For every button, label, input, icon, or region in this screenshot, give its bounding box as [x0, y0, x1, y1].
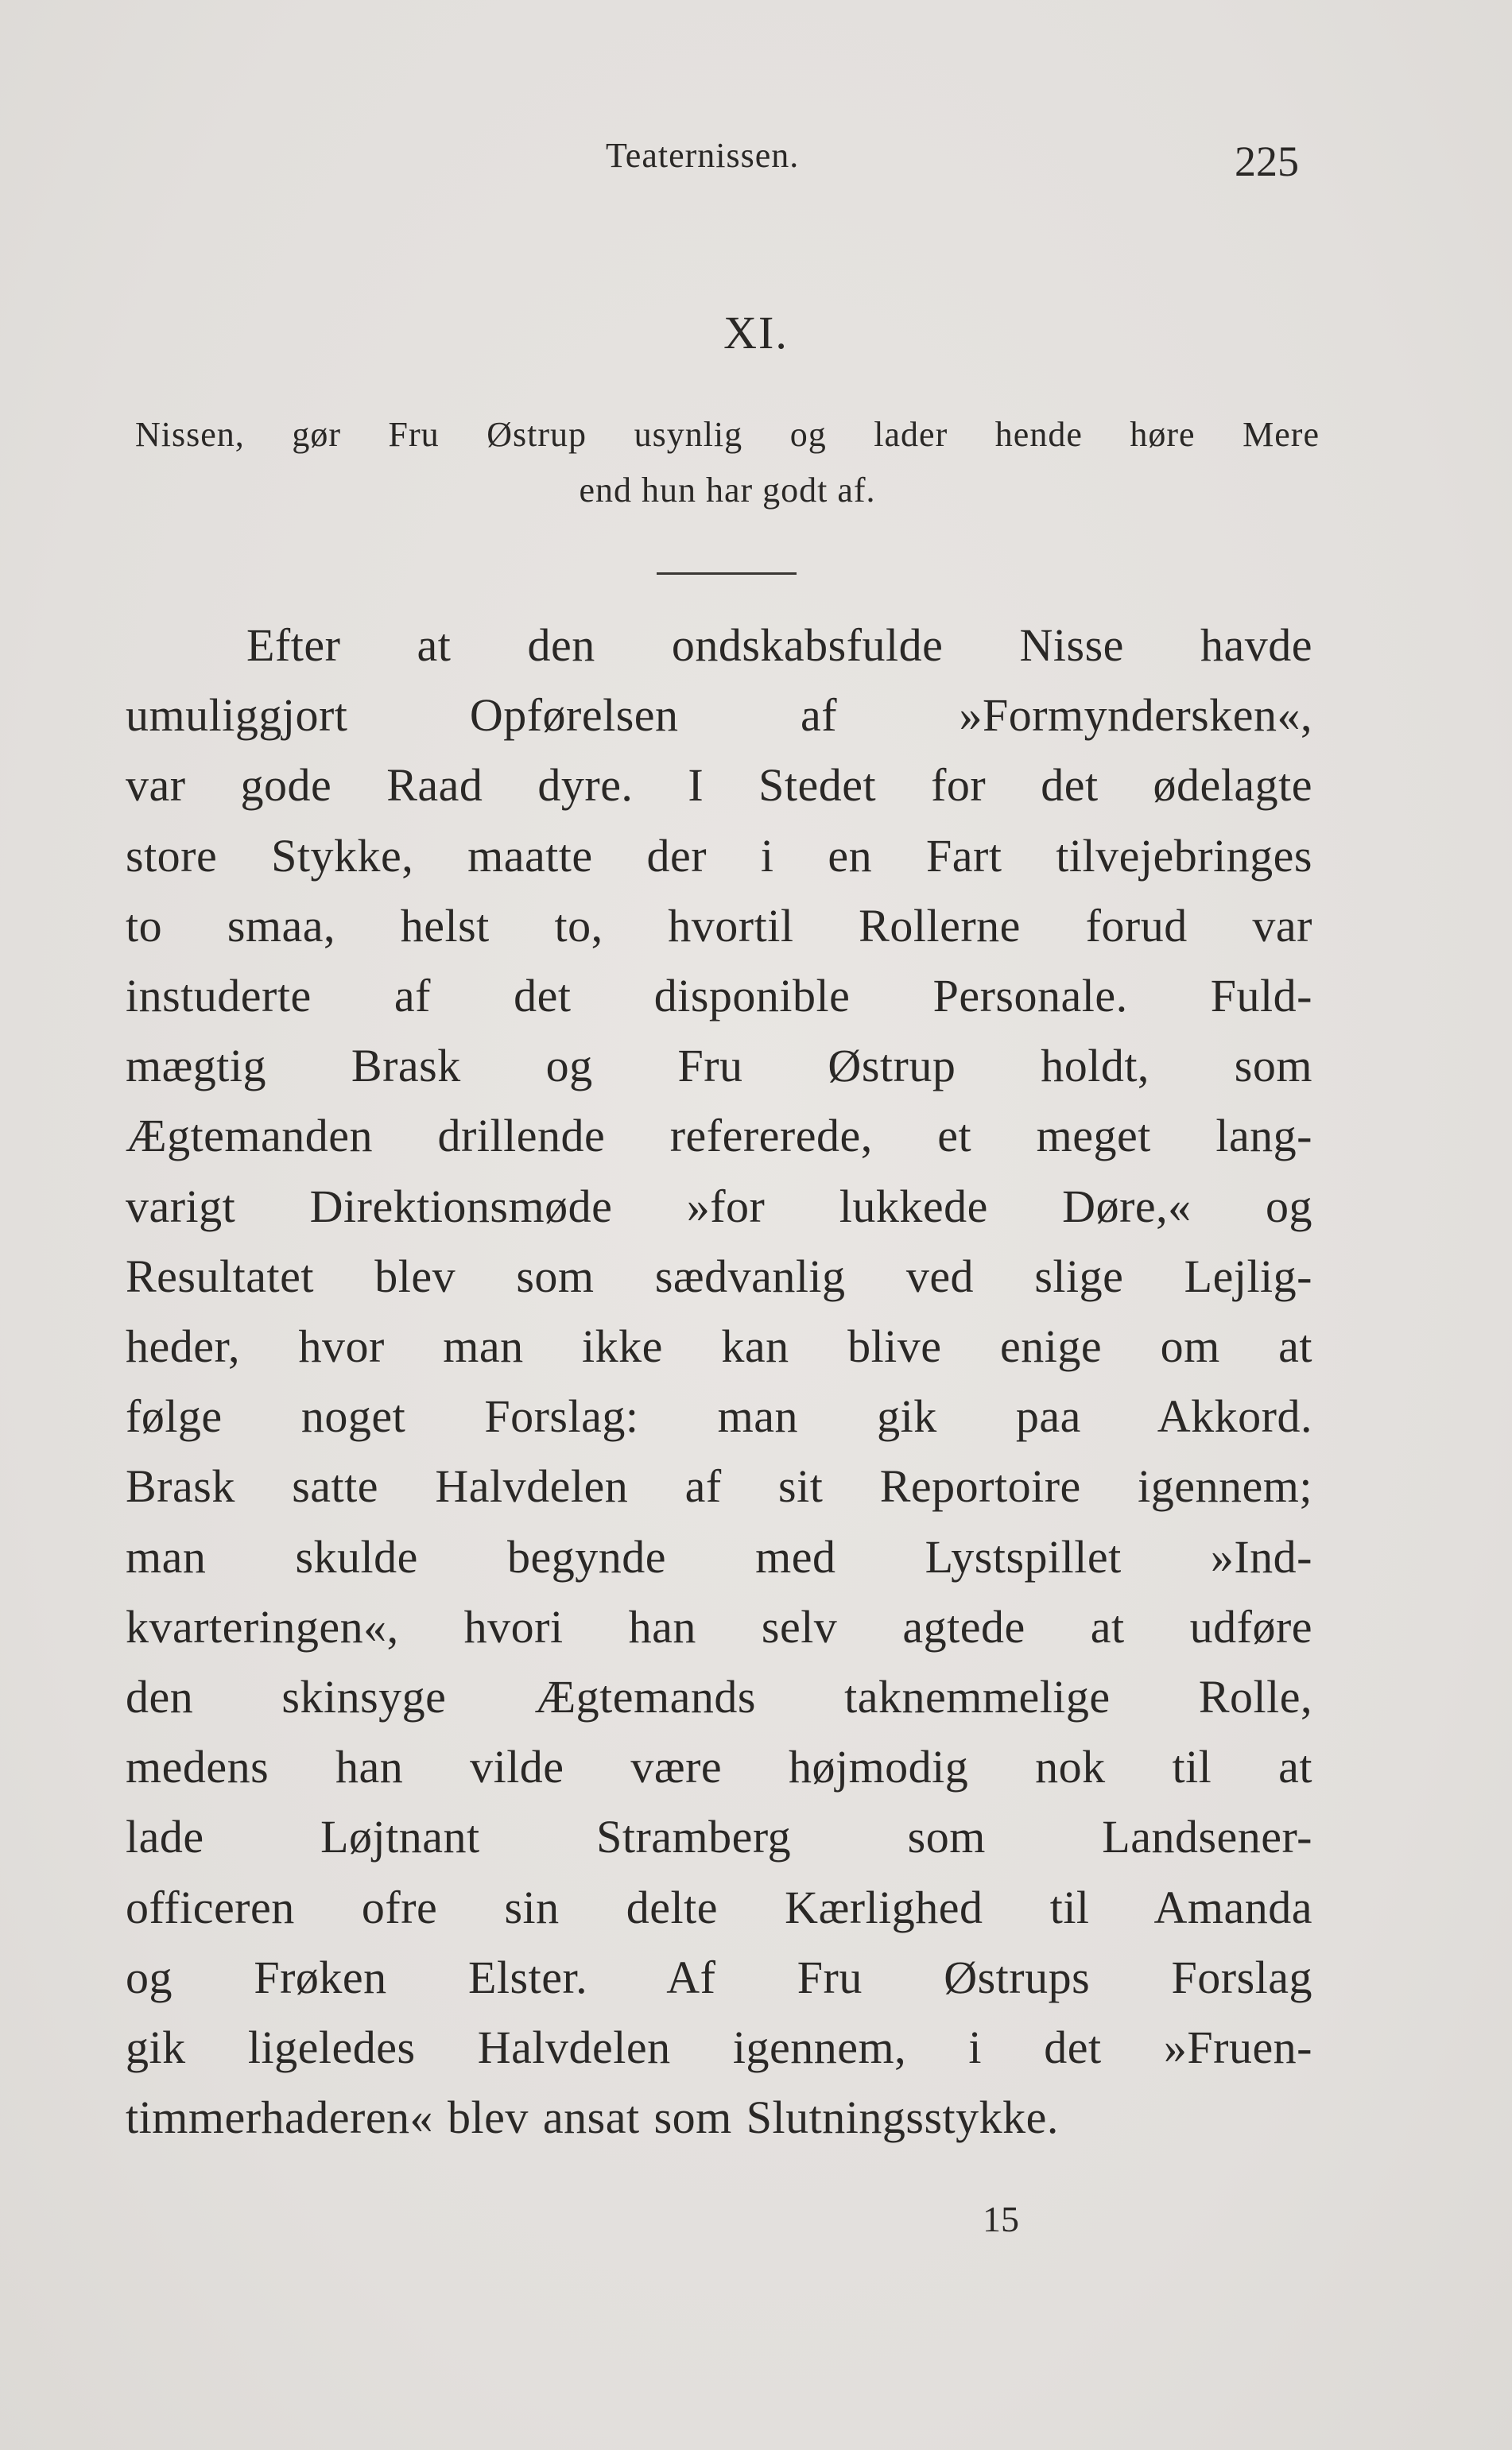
signature-mark: 15: [983, 2199, 1019, 2239]
body-line: medens han vilde være højmodig nok til at: [126, 1741, 1312, 1793]
page-number: 225: [1235, 138, 1299, 185]
running-title: Teaternissen.: [606, 136, 800, 175]
body-line: heder, hvor man ikke kan blive enige om at: [126, 1320, 1312, 1373]
body-line: Ægtemanden drillende refererede, et meget lang-: [126, 1110, 1312, 1162]
body-line: officeren ofre sin delte Kærlighed til Amanda: [126, 1881, 1312, 1933]
body-line: gik ligeledes Halvdelen igennem, i det »Fruen-: [126, 2022, 1312, 2074]
body-line: følge noget Forslag: man gik paa Akkord.: [126, 1390, 1312, 1443]
chapter-summary-line: Nissen, gør Fru Østrup usynlig og lader hende høre Mere: [135, 415, 1320, 454]
running-head: [0, 135, 1512, 183]
body-line: mægtig Brask og Fru Østrup holdt, som: [126, 1040, 1312, 1092]
body-line: man skulde begynde med Lystspillet »Ind-: [126, 1530, 1312, 1583]
body-line: den skinsyge Ægtemands taknemmelige Rolle,: [126, 1671, 1312, 1723]
body-line: Resultatet blev som sædvanlig ved slige Lejlig-: [126, 1250, 1312, 1302]
body-line: Brask satte Halvdelen af sit Reportoire igennem;: [126, 1460, 1312, 1513]
body-line: timmerhaderen« blev ansat som Slutningsstykke.: [126, 2091, 1059, 2144]
body-line: og Frøken Elster. Af Fru Østrups Forslag: [126, 1951, 1312, 2003]
body-line: kvarteringen«, hvori han selv agtede at udføre: [126, 1600, 1312, 1653]
body-line: to smaa, helst to, hvortil Rollerne forud var: [126, 899, 1312, 952]
chapter-summary: [135, 407, 1320, 518]
chapter-number: XI.: [723, 307, 789, 359]
body-line: lade Løjtnant Stramberg som Landsener-: [126, 1811, 1312, 1863]
chapter-summary-line: end hun har godt af.: [579, 471, 876, 510]
body-line: umuliggjort Opførelsen af »Formyndersken«,: [126, 689, 1312, 742]
body-text: [126, 611, 1312, 2153]
body-line: Efter at den ondskabsfulde Nisse havde: [246, 619, 1312, 671]
body-line: instuderte af det disponible Personale. Fuld-: [126, 970, 1312, 1022]
section-divider: [657, 572, 797, 575]
body-line: varigt Direktionsmøde »for lukkede Døre,« og: [126, 1180, 1312, 1232]
body-line: store Stykke, maatte der i en Fart tilvejebringes: [126, 829, 1312, 882]
body-line: var gode Raad dyre. I Stedet for det ødelagte: [126, 759, 1312, 812]
